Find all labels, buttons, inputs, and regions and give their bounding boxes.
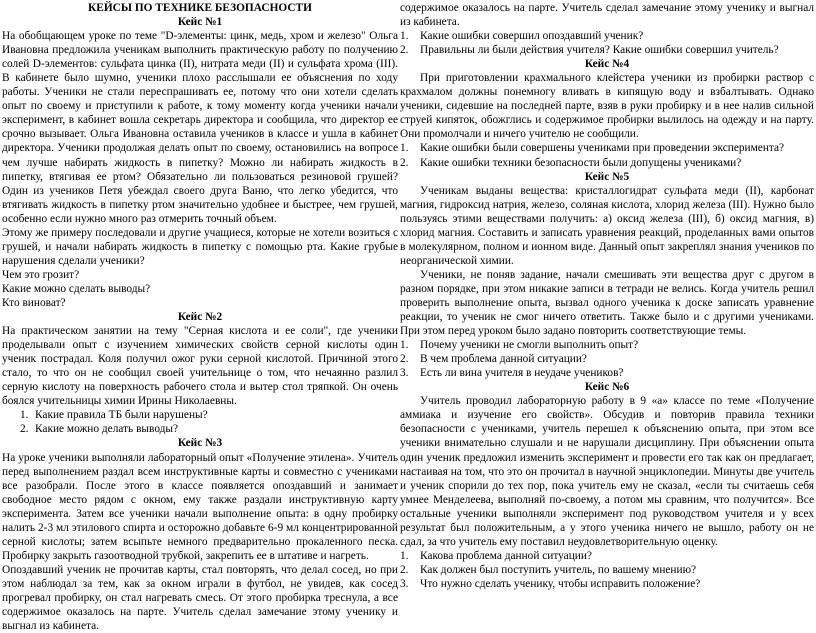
case-2-text: На практическом занятии на тему "Серная кислота и ее соли", где ученики проделывали опыт с изучением химических свойств серной кислоты один ученик пострадал. Коля получил ожог руки серной кислотой. Причиной этого стало, то что он не сообщил своей учительнице о том, что нечаянно разлил серную кислоту на поверхность рабочего стола и вытер стол тряпкой. Он очень боялся учительницы химии Ирины Николаевны. — [2, 325, 398, 408]
case-3-title: Кейс №3 — [177, 437, 223, 450]
case-2-questions — [2, 408, 398, 436]
case-1-text-continued: Этому же примеру последовали и другие учащиеся, которые не хотели возиться с грушей, и начали набирать жидкость в пипетку с помощью рта. Какие грубые нарушения сделали ученики? — [2, 226, 398, 267]
case-5-text: Ученикам выданы вещества: кристаллогидрат сульфата меди (II), карбонат магния, гидроксид натрия, железо, соляная кислота, хлорид железа (III). Нужно было пользуясь этими веществами получить: а) оксид железа (III), б) оксид магния, в) хлорид магния. Составить и записать уравнения реакций, проделанных вами опытов в молекулярном, полном и ионном виде. Данный опыт закреплял знания учеников по неорганической химии. — [400, 184, 814, 267]
list-item: 2. Какие ошибки техники безопасности были допущены учениками? — [400, 156, 742, 169]
list-item: 1. Какие ошибки совершил опоздавший ученик? — [400, 30, 644, 43]
case-1-text: На обобщающем уроке по теме "D-элементы: цинк, медь, хром и железо" Ольга Ивановна предложила ученикам выполнить практическую работу по получению солей D-элементов: сульфата цинка (II), нитрата меди (II) и сульфата хрома (III). В кабинете было шумно, ученики плохо расслышали ее объяснения по ходу работы. Ученики не стали переспрашивать ее, потому что они хотели сделать опыт по своему и приступили к работе, к тому моменту когда ученики начали эксперимент, в кабинет вошла секретарь директора и сообщила, что директор ее срочно вызывает. Ольга Ивановна оставила учеников в классе и ушла в кабинет директора. Ученики продолжая делать опыт по своему, остановились на вопросе чем лучше набирать жидкость в пипетку? Можно ли набирать жидкость в пипетку, втягивая ее ртом? Обязательно ли пользоваться резиновой грушей? Один из учеников Петя убеждал своего друга Ваню, что легко убедится, что втягивать жидкость в пипетку ртом значительно удобнее и быстрее, чем грушей, особенно если нужно много раз отмерить точный объем. — [2, 30, 398, 225]
list-item: 1. Какие правила ТБ были нарушены? — [20, 409, 208, 422]
list-item: 1. Какова проблема данной ситуации? — [400, 549, 592, 562]
case-1-question-3: Кто виноват? — [2, 296, 66, 309]
case-5-text-continued: Ученики, не поняв задание, начали смешивать эти вещества друг с другом в разном порядке, при этом никакие записи в тетради не велись. Когда учитель решил проверить выполнение опыта, вызвал одного ученика к доске записать уравнение реакции, то ученик не смог ничего ответить. Также было и с другими учениками. При этом перед уроком было задано повторить соответствующие темы. — [400, 268, 814, 338]
case-6-text: Учитель проводил лабораторную работу в 9 «а» классе по теме «Получение аммиака и изучение его свойств». Обсудив и повторив правила техники безопасности с учениками, учитель перешел к объяснению опыта, при этом все ученики внимательно слушали и не нарушали дисциплину. При объяснении опыта один ученик предложил изменить эксперимент и провести его так как он предлагает, настаивая на том, что это он прочитал в научной энциклопедии. Минуты две учитель и ученик спорили до тех пор, пока учитель ему не сказал, «если ты считаешь себя умнее Менделеева, выполняй по-своему, а потом мы сравним, что получится». Все остальные ученики выполняли эксперимент под руководством учителя и у всех результат был положительным, а у этого ученика ничего не вышло, работу он не сдал, за что учитель ему поставил неудовлетворительную оценку. — [400, 395, 814, 548]
list-item: 2. В чем проблема данной ситуации? — [400, 353, 587, 366]
list-item: 1. Почему ученики не смогли выполнить опыт? — [400, 339, 639, 352]
case-3-text: На уроке ученики выполняли лабораторный опыт «Получение этилена». Учитель перед выполнением раздал всем инструктивные карты и совместно с учениками все разобрали. После этого в классе появляется опоздавший и занимает свободное место рядом с окном, ему также раздали инструктивную карту эксперимента. Затем все ученики начали выполнение опыта: в одну пробирку налить 2-3 мл этилового спирта и осторожно добавьте 6-9 мл концентрированной серной кислоты; затем всыпьте немного предварительно прокаленного песка. Пробирку закрыть газоотводной трубкой, закрепить ее в штативе и нагреть. — [2, 451, 398, 562]
case-3-text-continued: Опоздавший ученик не прочитав карты, стал повторять, что делал сосед, но при этом наблюдал за тем, как за окном играли в футбол, не увидев, как сосед прогревал пробирку, он стал нагревать смесь. От этого пробирка треснула, а все содержимое оказалось на парте. Учитель сделал замечание этому ученику и выгнал из кабинета. — [2, 563, 398, 633]
case-3-text-overflow — [400, 1, 814, 29]
left-column — [2, 1, 398, 633]
list-item: 3. Что нужно сделать ученику, чтобы исправить положение? — [400, 577, 701, 590]
document-title: КЕЙСЫ ПО ТЕХНИКЕ БЕЗОПАСНОСТИ — [88, 2, 312, 14]
case-5-title: Кейс №5 — [584, 170, 630, 183]
case-1-title: Кейс №1 — [177, 16, 223, 29]
case-1-question-1: Чем это грозит? — [2, 268, 80, 281]
list-item: 3. Есть ли вина учителя в неудаче учеников? — [400, 367, 624, 380]
list-item: 2. Как должен был поступить учитель, по вашему мнению? — [400, 563, 697, 576]
case-6-questions — [400, 549, 814, 591]
case-6-title: Кейс №6 — [584, 381, 630, 394]
case-4-title: Кейс №4 — [584, 58, 630, 71]
case-4-questions — [400, 141, 814, 169]
case-2-title: Кейс №2 — [177, 311, 223, 324]
case-3-questions — [400, 29, 814, 57]
case-5-questions — [400, 338, 814, 380]
case-3-continued-tail: содержимое оказалось на парте. Учитель сделал замечание этому ученику и выгнал из кабинета. — [400, 2, 814, 29]
case-1-question-2: Какие можно сделать выводы? — [2, 282, 151, 295]
list-item: 1. Какие ошибки были совершены учениками при проведении эксперимента? — [400, 142, 785, 155]
case-4-text: При приготовлении крахмального клейстера ученики из пробирки раствор с крахмалом должны понемногу вливать в кипящую воду и взбалтывать. Однако ученики, сидевшие на последней парте, взяв в руки пробирку и в нее налив сильной струей кипяток, обожглись и содержимое пробирки вылилось на одежду и на парту. Они промолчали и ничего учителю не сообщили. — [400, 72, 814, 141]
list-item: 2. Правильны ли были действия учителя? Какие ошибки совершил учитель? — [400, 44, 779, 57]
list-item: 2. Какие можно делать выводы? — [20, 423, 179, 436]
right-column — [400, 1, 814, 591]
